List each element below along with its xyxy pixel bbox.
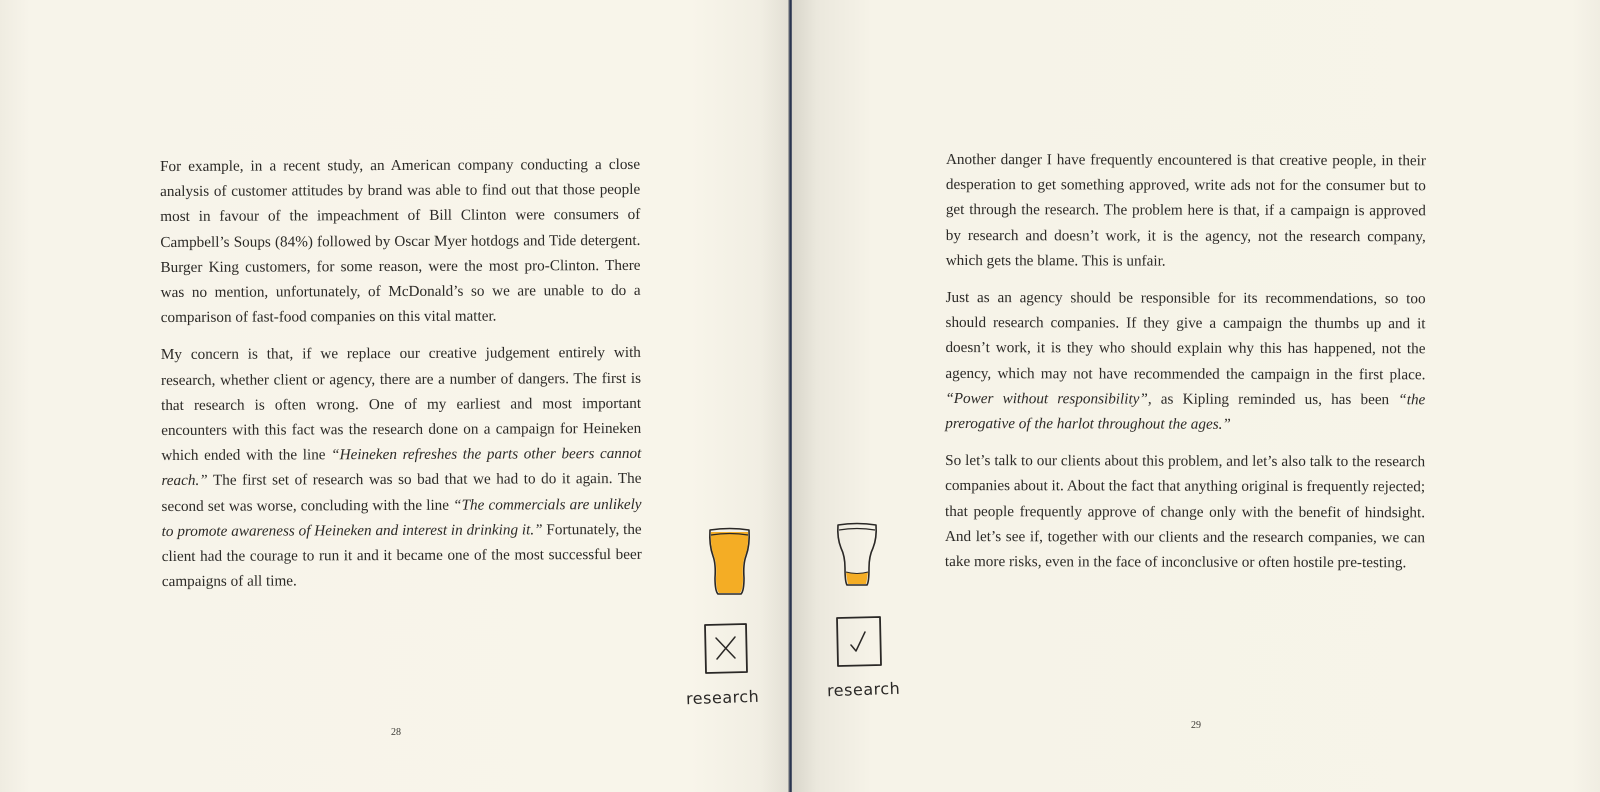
left-paragraph-2-part-1: My concern is that, if we replace our creative judgement entirely with research, whether client or agency, there are a number of dangers. The first is that research is often wrong. One of my earliest and most important encounters with this fact was the research done on a campaign for Heineken which ended with the line: [160, 344, 642, 465]
page-number-right: 29: [1191, 720, 1201, 731]
left-paragraph-1: For example, in a recent study, an American company conducting a close analysis of customer attitudes by brand was able to find out that those people most in favour of the impeachment of Bill Clinton were consumers of Campbell’s Soups (84%) followed by Oscar Myer hotdogs and Tide detergent. Burger King customers, for some reason, were the most pro-Clinton. There was no mention, unfortunately, of McDonald’s so we are unable to do a comparison of fast-food companies on this vital matter.: [160, 155, 641, 327]
kipling-quote: “Power without responsibility”: [945, 389, 1148, 408]
harlot-quote: “the prerogative of the harlot throughout the ages.”: [945, 391, 1426, 433]
right-paragraph-3: So let’s talk to our clients about this problem, and let’s also talk to the research companies about it. About the fact that anything original is frequently rejected; that people frequently approve of change only with the benefit of hindsight. And let’s see if, together with our clients and the research companies, we can take more risks, even in the face of inconclusive or often hostile pre-testing.: [944, 452, 1426, 572]
left-paragraph-2: [161, 340, 642, 594]
cross-box-icon: [702, 622, 750, 676]
right-page: [792, 0, 1600, 792]
right-paragraph-2-part-2: , as Kipling reminded us, has been: [1147, 390, 1399, 409]
heineken-slogan-quote: “Heineken refreshes the parts other beers cannot reach.”: [161, 445, 642, 490]
research-conclusion-quote: “The commercials are unlikely to promote awareness of Heineken and interest in drinking it.”: [161, 495, 642, 540]
left-paragraph-2-part-3: Fortunately, the client had the courage to run it and it became one of the most successful beer campaigns of all time.: [161, 520, 642, 591]
left-page: [0, 0, 790, 792]
research-label-left: research: [685, 686, 760, 709]
full-beer-glass-icon: [706, 526, 754, 598]
page-number-left: 28: [391, 727, 401, 738]
research-label-right: research: [826, 678, 901, 701]
right-paragraph-1: Another danger I have frequently encountered is that creative people, in their desperation to get something approved, write ads not for the consumer but to get through the research. The problem here is that, if a campaign is approved by research and doesn’t work, it is the agency, not the research company, which gets the blame. This is unfair.: [945, 150, 1426, 270]
right-page-body: [945, 147, 1426, 588]
check-box-icon: [834, 615, 884, 669]
empty-beer-glass-icon: [834, 520, 880, 590]
right-paragraph-2-part-1: Just as an agency should be responsible for its recommendations, so too should research companies. If they give a campaign the thumbs up and it doesn’t work, it is they who should explain why this has happened, not the agency, which may not have recommended the campaign in the first place.: [945, 289, 1426, 383]
right-paragraph-2: [945, 285, 1425, 437]
left-paragraph-2-part-2: The first set of research was so bad that we had to do it again. The second set was worse, concluding with the line: [161, 470, 642, 515]
left-page-body: [160, 152, 642, 607]
